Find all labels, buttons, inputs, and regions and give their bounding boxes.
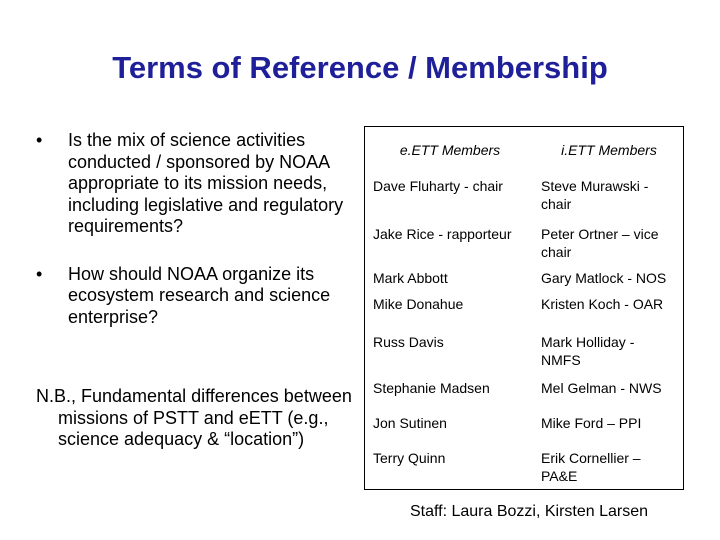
note-text: N.B., Fundamental differences between missions of PSTT and eETT (e.g., science adequacy & “location”) [36, 386, 352, 449]
table-cell: Erik Cornellier – PA&E [541, 450, 641, 484]
table-cell: Stephanie Madsen [373, 380, 490, 396]
bullet-marker: • [36, 130, 43, 150]
table-cell: Jon Sutinen [373, 415, 447, 431]
bullet-text: How should NOAA organize its ecosystem research and science enterprise? [68, 263, 331, 327]
table-cell: Terry Quinn [373, 450, 446, 466]
table-cell: Mel Gelman - NWS [541, 380, 662, 396]
table-cell: Jake Rice - rapporteur [373, 226, 512, 242]
table-cell: Mark Holliday - NMFS [541, 334, 635, 368]
slide-title: Terms of Reference / Membership [112, 50, 608, 85]
table-cell: Mike Ford – PPI [541, 415, 642, 431]
table-row [365, 333, 683, 379]
table-cell: Dave Fluharty - chair [373, 178, 503, 194]
bullet-item [36, 130, 354, 238]
table-row [365, 225, 683, 269]
bullet-text: Is the mix of science activities conducted / sponsored by NOAA appropriate to its mission needs, including legislative and regulatory requirements? [68, 130, 344, 236]
table-row [365, 379, 683, 414]
table-cell: Mike Donahue [373, 296, 464, 312]
table-cell: Mark Abbott [373, 270, 448, 286]
table-row [365, 295, 683, 333]
members-table-grid [365, 127, 683, 489]
table-row [365, 173, 683, 225]
table-row [365, 414, 683, 449]
bullet-item [36, 264, 354, 329]
table-cell: Peter Ortner – vice chair [541, 226, 659, 260]
bullet-list [36, 130, 354, 328]
table-cell: Gary Matlock - NOS [541, 270, 667, 286]
table-header-row [365, 127, 683, 173]
bullet-marker: • [36, 263, 43, 284]
column-header-iett: i.ETT Members [561, 142, 657, 158]
staff-line: Staff: Laura Bozzi, Kirsten Larsen [409, 503, 649, 520]
table-cell: Kristen Koch - OAR [541, 296, 664, 312]
column-header-eett: e.ETT Members [399, 142, 501, 158]
table-cell: Russ Davis [373, 334, 444, 350]
table-cell: Steve Murawski - chair [541, 178, 649, 212]
members-table [364, 126, 684, 490]
table-row [365, 449, 683, 489]
table-row [365, 269, 683, 295]
